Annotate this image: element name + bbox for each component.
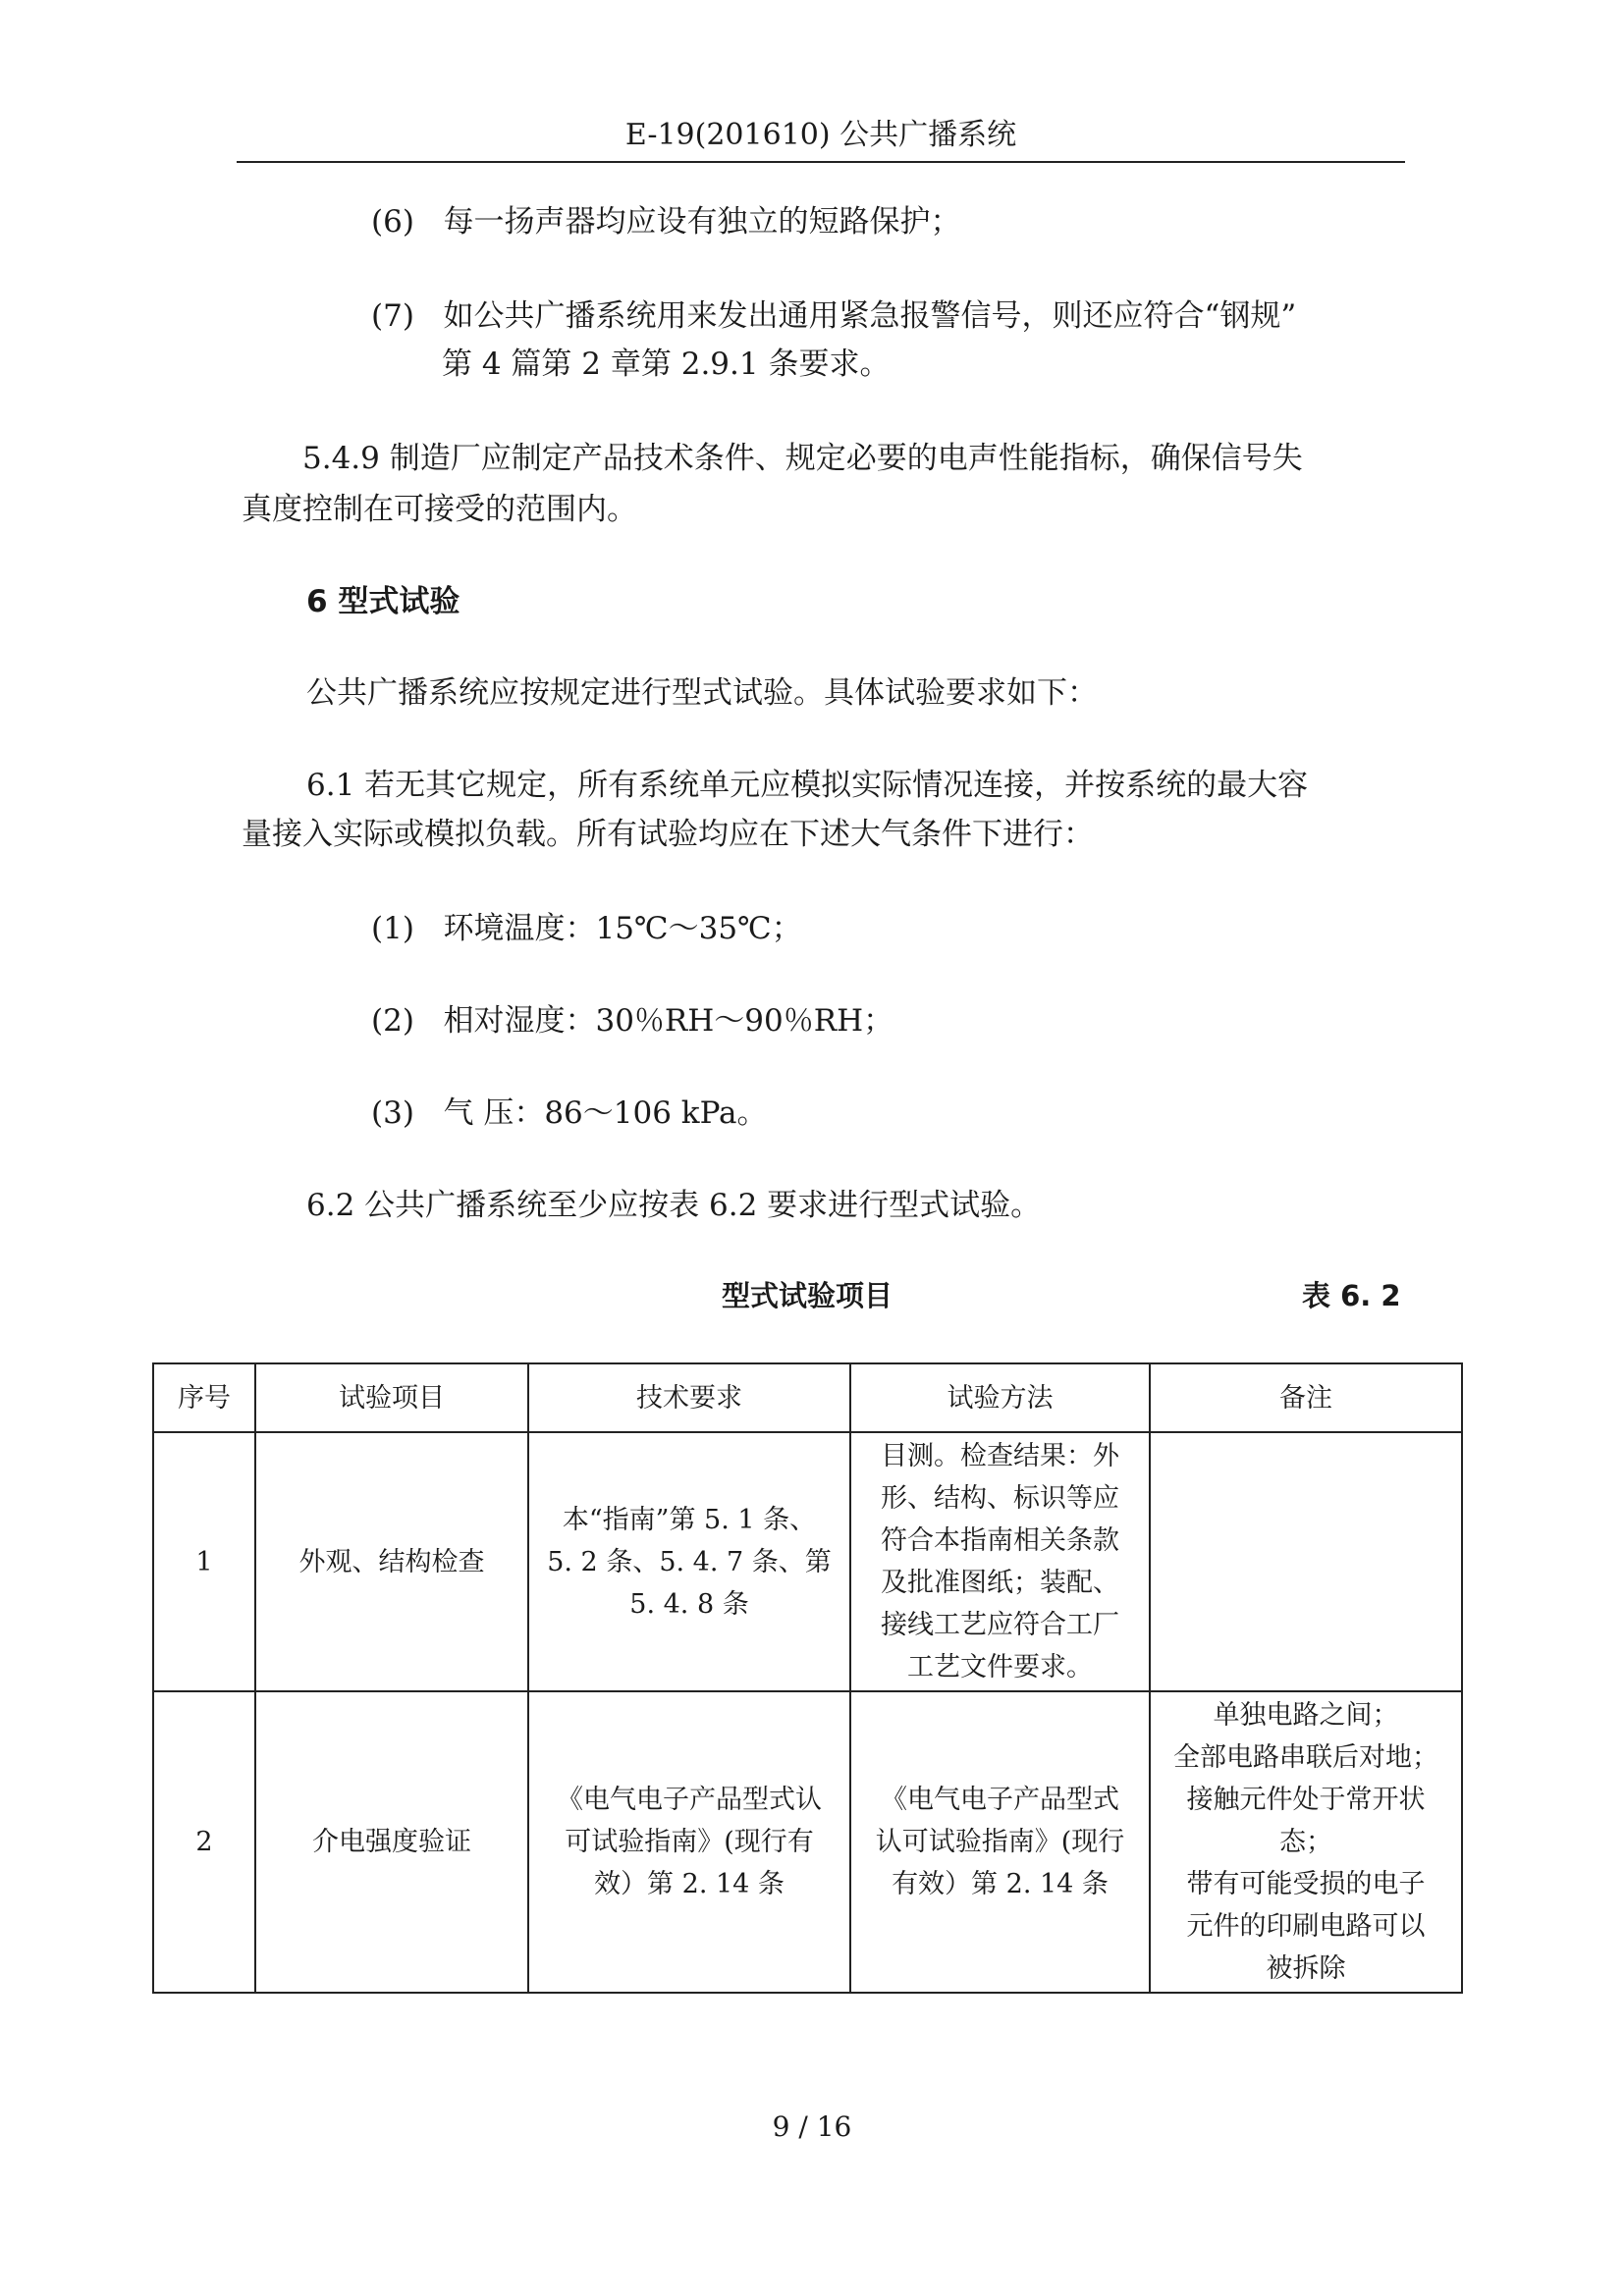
page-header: E-19(201610) 公共广播系统 xyxy=(624,118,1017,152)
condition-2 xyxy=(371,997,893,1044)
text-line: 目测。检查结果：外 xyxy=(881,1441,1119,1471)
header-requirement: 技术要求 xyxy=(528,1363,850,1432)
text-line: 被拆除 xyxy=(1266,1953,1346,1984)
text-line: 可试验指南》(现行有 xyxy=(565,1827,814,1857)
item-7-line-2: 第 4 篇第 2 章第 2.9.1 条要求。 xyxy=(442,347,891,382)
condition-3-number: (3) xyxy=(371,1095,414,1131)
table-caption: 型式试验项目 xyxy=(722,1279,893,1312)
cell-method xyxy=(850,1691,1150,1993)
cell-no: 1 xyxy=(153,1432,255,1691)
text-line: 工艺文件要求。 xyxy=(907,1652,1093,1682)
clause-6-1-line-1: 6.1 若无其它规定，所有系统单元应模拟实际情况连接，并按系统的最大容 xyxy=(306,768,1309,803)
condition-2-number: (2) xyxy=(371,1003,414,1039)
condition-3 xyxy=(371,1090,768,1137)
text-line: 本“指南”第 5. 1 条、 xyxy=(562,1504,817,1535)
item-6-number: (6) xyxy=(371,204,414,240)
table-header-row xyxy=(153,1363,1462,1432)
text-line: 《电气电子产品型式认 xyxy=(557,1785,822,1815)
item-6 xyxy=(371,198,960,245)
text-line: 认可试验指南》(现行 xyxy=(875,1827,1125,1857)
cell-remark xyxy=(1150,1691,1462,1993)
cell-method xyxy=(850,1432,1150,1691)
cell-requirement xyxy=(528,1691,850,1993)
text-line: 5. 2 条、5. 4. 7 条、第 xyxy=(547,1546,832,1577)
section-6-heading: 6 型式试验 xyxy=(306,584,460,619)
cell-requirement xyxy=(528,1432,850,1691)
page-number: 9 / 16 xyxy=(772,2110,852,2143)
header-no: 序号 xyxy=(153,1363,255,1432)
text-line: 符合本指南相关条款 xyxy=(881,1525,1119,1556)
item-7 xyxy=(371,293,1296,340)
condition-1-number: (1) xyxy=(371,911,414,946)
text-line: 形、结构、标识等应 xyxy=(881,1483,1119,1514)
cell-test-item: 介电强度验证 xyxy=(255,1691,528,1993)
condition-2-text: 相对湿度：30％RH～90％RH； xyxy=(443,1003,894,1039)
clause-5-4-9-line-1: 5.4.9 制造厂应制定产品技术条件、规定必要的电声性能指标，确保信号失 xyxy=(302,441,1303,476)
text-line: 接触元件处于常开状 xyxy=(1186,1785,1426,1815)
condition-1 xyxy=(371,905,802,952)
text-line: 5. 4. 8 条 xyxy=(629,1588,749,1620)
item-7-number: (7) xyxy=(371,298,414,334)
cell-test-item: 外观、结构检查 xyxy=(255,1432,528,1691)
header-test-item: 试验项目 xyxy=(255,1363,528,1432)
header-method: 试验方法 xyxy=(850,1363,1150,1432)
text-line: 有效）第 2. 14 条 xyxy=(892,1869,1109,1899)
condition-1-text: 环境温度：15℃～35℃； xyxy=(443,911,802,946)
text-line: 《电气电子产品型式 xyxy=(881,1785,1119,1815)
cell-no: 2 xyxy=(153,1691,255,1993)
section-6-intro: 公共广播系统应按规定进行型式试验。具体试验要求如下： xyxy=(306,675,1098,711)
text-line: 全部电路串联后对地； xyxy=(1173,1742,1438,1773)
table-row xyxy=(153,1691,1462,1993)
header-remark: 备注 xyxy=(1150,1363,1462,1432)
clause-6-2: 6.2 公共广播系统至少应按表 6.2 要求进行型式试验。 xyxy=(306,1188,1042,1223)
clause-5-4-9-line-2: 真度控制在可接受的范围内。 xyxy=(242,492,637,527)
text-line: 带有可能受损的电子 xyxy=(1186,1869,1426,1899)
table-row xyxy=(153,1432,1462,1691)
cell-remark xyxy=(1150,1432,1462,1691)
type-test-table xyxy=(152,1362,1463,1994)
text-line: 态； xyxy=(1279,1827,1332,1857)
text-line: 及批准图纸；装配、 xyxy=(881,1568,1119,1598)
table-number: 表 6. 2 xyxy=(1302,1279,1401,1312)
text-line: 接线工艺应符合工厂 xyxy=(881,1610,1119,1640)
text-line: 效）第 2. 14 条 xyxy=(594,1869,785,1899)
header-rule xyxy=(237,161,1405,163)
item-7-line-1: 如公共广播系统用来发出通用紧急报警信号，则还应符合“钢规” xyxy=(443,298,1297,334)
text-line: 元件的印刷电路可以 xyxy=(1186,1911,1426,1942)
item-6-text: 每一扬声器均应设有独立的短路保护； xyxy=(443,204,961,240)
text-line: 单独电路之间； xyxy=(1213,1700,1399,1731)
condition-3-text: 气 压：86～106 kPa。 xyxy=(443,1095,768,1131)
clause-6-1-line-2: 量接入实际或模拟负载。所有试验均应在下述大气条件下进行： xyxy=(242,817,1094,852)
